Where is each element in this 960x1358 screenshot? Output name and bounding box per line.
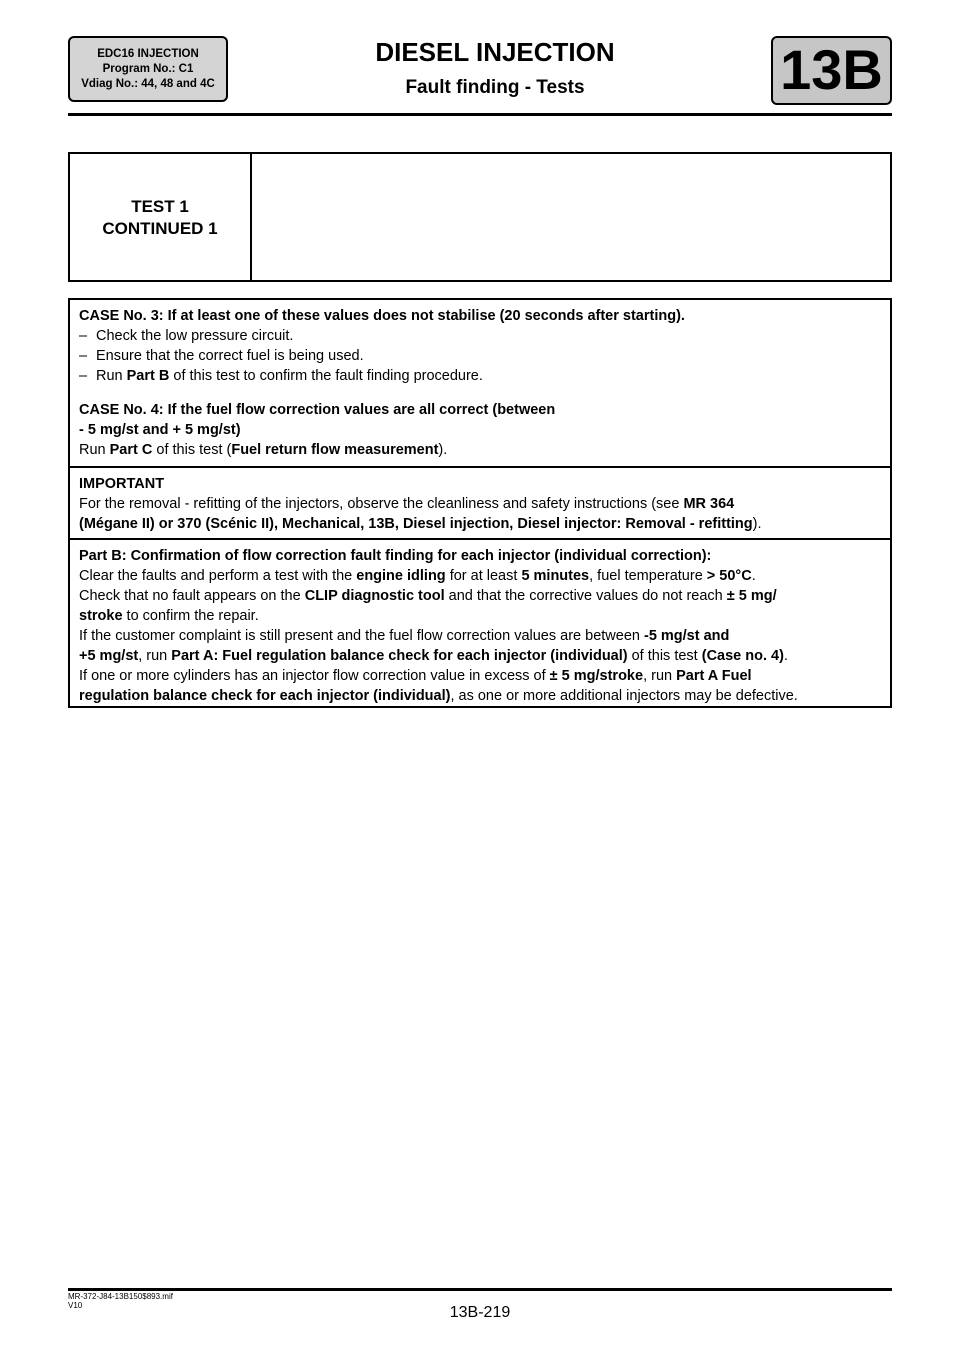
- test-number: TEST 1: [131, 197, 189, 216]
- part-b-line-4: If one or more cylinders has an injector flow correction value in excess of ± 5 mg/stroke, run Part A Fuel regulation balance check for each injector (individual), as one or more additional injectors may be defective.: [79, 668, 798, 704]
- info-line-vdiag: Vdiag No.: 44, 48 and 4C: [81, 78, 215, 90]
- part-b-heading: Part B: Confirmation of flow correction fault finding for each injector (individual correction):: [79, 548, 712, 564]
- case3-item-2: – Ensure that the correct fuel is being used.: [79, 348, 364, 364]
- doc-version: V10: [68, 1301, 83, 1310]
- important-heading: IMPORTANT: [79, 476, 165, 492]
- test-continued: CONTINUED 1: [102, 219, 218, 238]
- cases-section: [68, 298, 892, 468]
- case3-item-3: – Run Part B of this test to confirm the fault finding procedure.: [79, 368, 483, 384]
- part-b-section: [68, 538, 892, 708]
- page-subtitle: Fault finding - Tests: [405, 77, 585, 98]
- case4-text: Run Part C of this test (Fuel return flow measurement).: [79, 442, 448, 458]
- test-box: [68, 152, 892, 282]
- case4-heading: CASE No. 4: If the fuel flow correction values are all correct (between - 5 mg/st and + 5 mg/st): [79, 402, 556, 438]
- case3-item-1: – Check the low pressure circuit.: [79, 328, 294, 344]
- document-reference: [68, 1292, 173, 1310]
- vehicle-info-box: [68, 36, 228, 102]
- section-code-badge: 13B: [771, 36, 892, 105]
- page-number: 13B-219: [449, 1304, 511, 1321]
- header-divider: [68, 113, 892, 116]
- important-text: For the removal - refitting of the injectors, observe the cleanliness and safety instructions (see MR 364 (Mégane II) or 370 (Scénic II), Mechanical, 13B, Diesel injection, Diesel injector: Removal - refitting).: [79, 496, 762, 532]
- part-b-line-2: Check that no fault appears on the CLIP diagnostic tool and that the corrective values do not reach ± 5 mg/ stroke to confirm the repair.: [79, 588, 777, 624]
- important-section: [68, 466, 892, 540]
- doc-file-ref: MR-372-J84-13B150$893.mif: [68, 1292, 173, 1301]
- case3-heading: CASE No. 3: If at least one of these values does not stabilise (20 seconds after starting).: [79, 308, 685, 324]
- footer-divider: [68, 1288, 892, 1291]
- part-b-line-1: Clear the faults and perform a test with the engine idling for at least 5 minutes, fuel temperature > 50°C.: [79, 568, 756, 584]
- page-title: DIESEL INJECTION: [375, 37, 615, 67]
- test-label-cell: [70, 154, 252, 280]
- info-line-injection: EDC16 INJECTION: [97, 48, 199, 60]
- part-b-line-3: If the customer complaint is still present and the fuel flow correction values are between -5 mg/st and +5 mg/st, run Part A: Fuel regulation balance check for each injector (individual) of this test (Case no. 4).: [79, 628, 788, 664]
- info-line-program: Program No.: C1: [102, 63, 194, 75]
